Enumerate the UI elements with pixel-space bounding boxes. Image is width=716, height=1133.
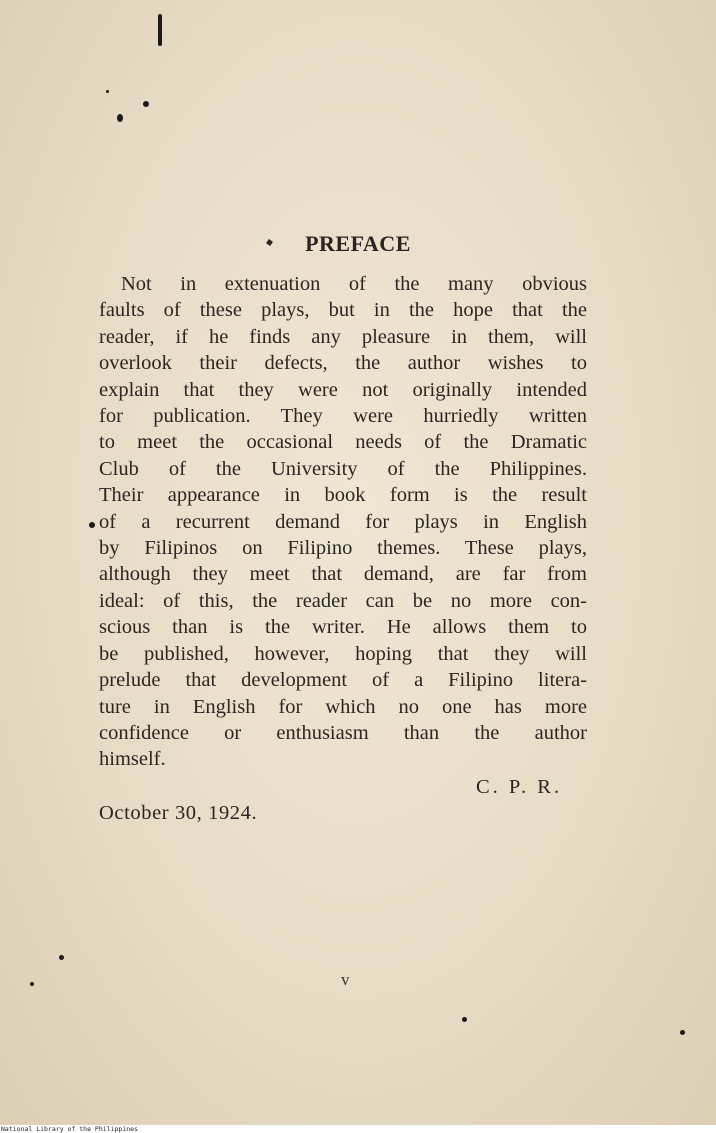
paragraph-line: Not in extenuation of the many obvious <box>121 273 587 295</box>
ink-speck <box>30 982 34 986</box>
paragraph-line: of a recurrent demand for plays in English <box>99 510 587 533</box>
paragraph-line: confidence or enthusiasm than the author <box>99 721 587 744</box>
paragraph-line: by Filipinos on Filipino themes. These plays, <box>99 537 587 560</box>
paragraph-line: for publication. They were hurriedly written <box>99 405 587 428</box>
ink-speck <box>158 14 162 46</box>
paragraph-line: ideal: of this, the reader can be no more con- <box>99 589 587 612</box>
ink-speck <box>680 1030 685 1035</box>
paragraph-line: himself. <box>99 748 166 771</box>
paragraph-line: Their appearance in book form is the result <box>99 484 587 507</box>
paragraph-line: reader, if he finds any pleasure in them, will <box>99 325 587 348</box>
ink-speck <box>106 90 109 93</box>
paragraph-line: to meet the occasional needs of the Dramatic <box>99 431 587 454</box>
ink-speck <box>89 522 95 528</box>
paragraph-line: scious than is the writer. He allows them to <box>99 616 587 639</box>
author-initials: C. P. R. <box>476 776 563 798</box>
preface-paragraph <box>99 271 587 773</box>
paragraph-line: faults of these plays, but in the hope that the <box>99 299 587 322</box>
ink-speck <box>59 955 64 960</box>
ink-speck <box>462 1017 467 1022</box>
ink-speck <box>143 101 149 107</box>
paragraph-line: prelude that development of a Filipino litera- <box>99 669 587 692</box>
paragraph-line: Club of the University of the Philippines. <box>99 457 587 480</box>
paragraph-line: overlook their defects, the author wishes to <box>99 352 587 375</box>
footer-credit: National Library of the Philippines <box>1 1125 138 1133</box>
paragraph-line: ture in English for which no one has more <box>99 695 587 718</box>
page-heading: PREFACE <box>305 231 411 256</box>
ink-speck <box>117 114 123 122</box>
paragraph-line: although they meet that demand, are far from <box>99 563 587 586</box>
paragraph-line: explain that they were not originally intended <box>99 378 587 401</box>
paragraph-line: be published, however, hoping that they will <box>99 642 587 665</box>
preface-date: October 30, 1924. <box>99 802 258 824</box>
footer-bar <box>0 1125 716 1133</box>
page-number: v <box>341 970 350 989</box>
